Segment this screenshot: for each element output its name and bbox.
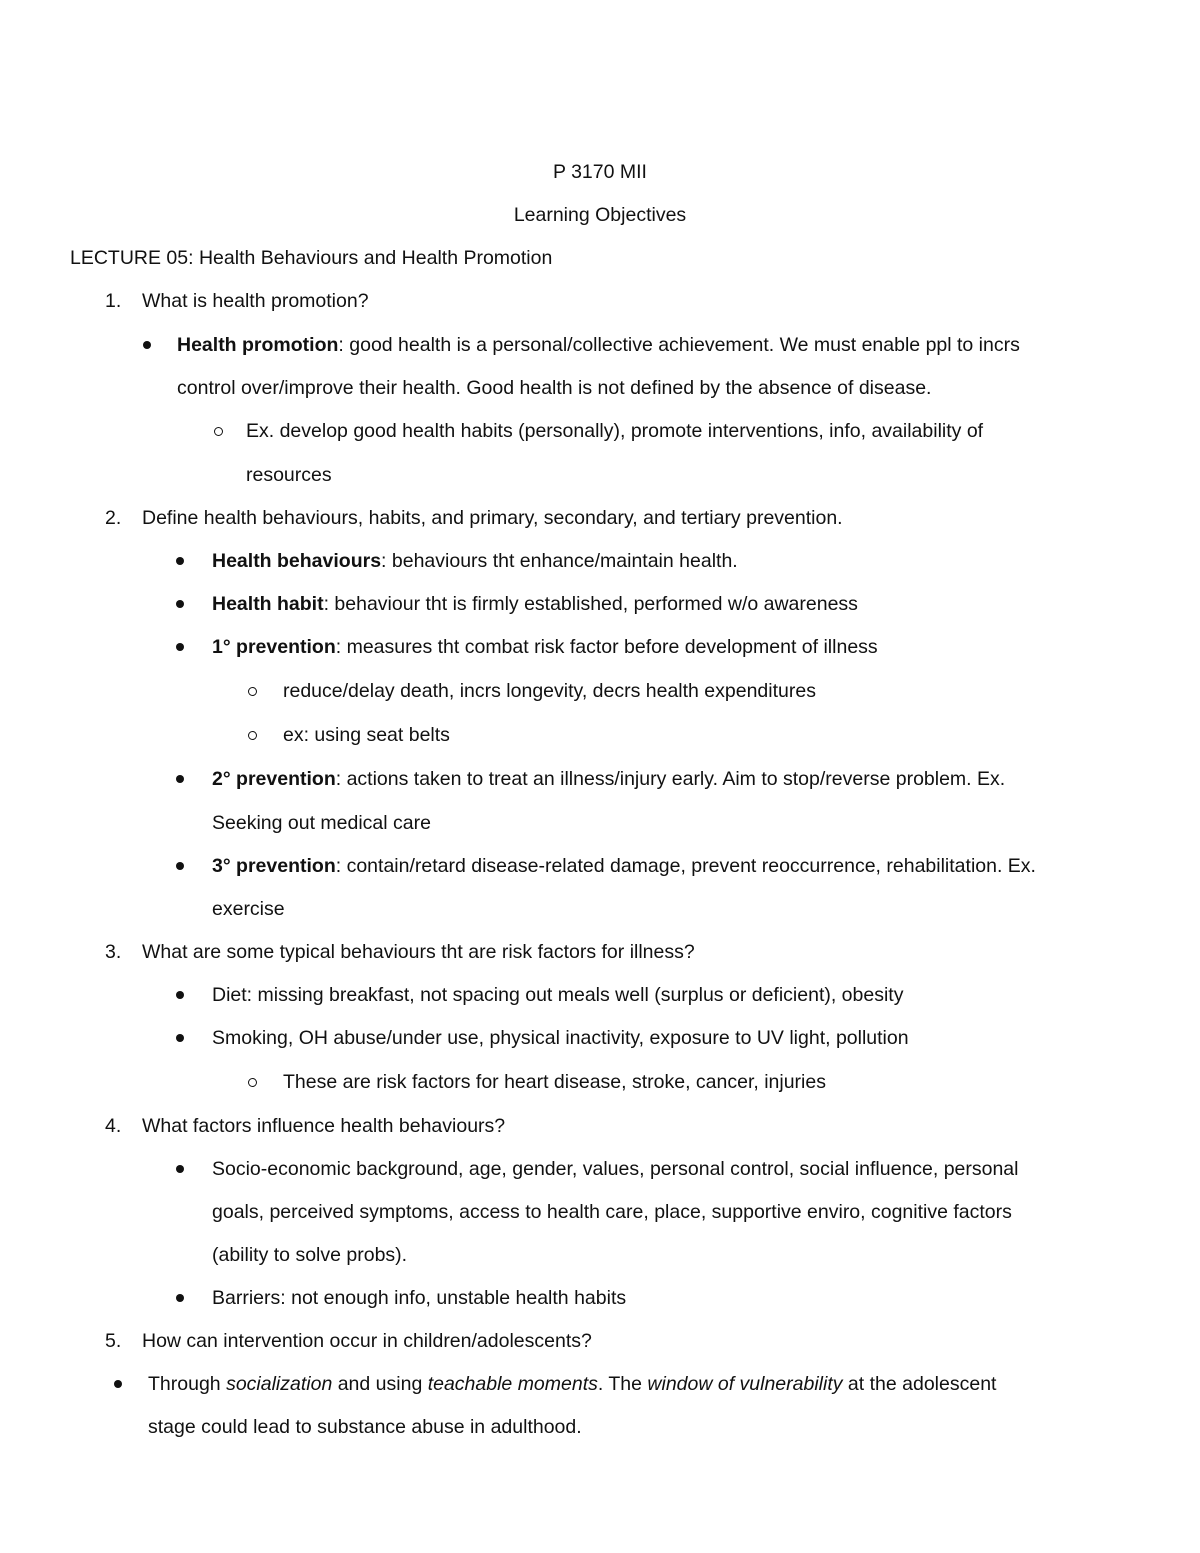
q3-sub-1: These are risk factors for heart disease, stroke, cancer, injuries xyxy=(283,1071,826,1093)
q2-bullet-4-cont: Seeking out medical care xyxy=(212,812,431,834)
lecture-title: LECTURE 05: Health Behaviours and Health Promotion xyxy=(70,247,553,269)
q4-bullet-1: Socio-economic background, age, gender, values, personal control, social influence, personal xyxy=(212,1158,1019,1180)
q3-question: What are some typical behaviours tht are risk factors for illness? xyxy=(142,941,695,963)
q2-sub-2: ex: using seat belts xyxy=(283,724,450,746)
definition: : contain/retard disease-related damage, prevent reoccurrence, rehabilitation. Ex. xyxy=(335,855,1036,877)
q4-number: 4. xyxy=(105,1115,122,1137)
q4-bullet-1-cont-1: goals, perceived symptoms, access to health care, place, supportive enviro, cognitive factors xyxy=(212,1201,1012,1223)
bullet-dot-icon xyxy=(176,1294,184,1302)
text: . The xyxy=(597,1373,648,1395)
q2-bullet-5 xyxy=(212,854,1036,878)
q2-bullet-2 xyxy=(212,592,858,616)
emphasis: window of vulnerability xyxy=(647,1373,843,1395)
bullet-dot-icon xyxy=(143,341,151,349)
q4-bullet-2: Barriers: not enough info, unstable health habits xyxy=(212,1287,627,1309)
text: Through xyxy=(148,1373,227,1395)
sub-bullet-circle-icon xyxy=(214,427,223,436)
page-subtitle: Learning Objectives xyxy=(513,204,687,226)
q2-sub-1: reduce/delay death, incrs longevity, decrs health expenditures xyxy=(283,680,816,702)
bullet-dot-icon xyxy=(176,775,184,783)
definition: : behaviours tht enhance/maintain health. xyxy=(381,550,738,572)
bullet-dot-icon xyxy=(176,1165,184,1173)
q5-number: 5. xyxy=(105,1330,122,1352)
q1-bullet-1-cont: control over/improve their health. Good health is not defined by the absence of disease. xyxy=(177,377,932,399)
q5-question: How can intervention occur in children/adolescents? xyxy=(142,1330,592,1352)
term: Health behaviours xyxy=(212,550,382,572)
bullet-dot-icon xyxy=(176,991,184,999)
q1-bullet-1 xyxy=(177,333,1020,357)
q2-bullet-1 xyxy=(212,549,738,573)
q3-bullet-2: Smoking, OH abuse/under use, physical inactivity, exposure to UV light, pollution xyxy=(212,1027,909,1049)
term: Health habit xyxy=(212,593,324,615)
q5-bullet-1 xyxy=(148,1372,996,1396)
q2-bullet-5-cont: exercise xyxy=(212,898,285,920)
q1-sub-1: Ex. develop good health habits (personally), promote interventions, info, availability of xyxy=(246,420,984,442)
q1-number: 1. xyxy=(105,290,122,312)
sub-bullet-circle-icon xyxy=(248,731,257,740)
text: at the adolescent xyxy=(842,1373,997,1395)
bullet-dot-icon xyxy=(176,862,184,870)
definition: : actions taken to treat an illness/injury early. Aim to stop/reverse problem. Ex. xyxy=(335,768,1006,790)
q4-question: What factors influence health behaviours? xyxy=(142,1115,506,1137)
q1-sub-1-cont: resources xyxy=(246,464,332,486)
term: 3° prevention xyxy=(212,855,336,877)
bullet-dot-icon xyxy=(176,643,184,651)
emphasis: teachable moments xyxy=(427,1373,598,1395)
definition: : measures tht combat risk factor before development of illness xyxy=(335,636,878,658)
term: 2° prevention xyxy=(212,768,336,790)
definition: : behaviour tht is firmly established, performed w/o awareness xyxy=(323,593,858,615)
text: and using xyxy=(332,1373,428,1395)
q2-number: 2. xyxy=(105,507,122,529)
q5-bullet-1-cont: stage could lead to substance abuse in adulthood. xyxy=(148,1416,582,1438)
q1-question: What is health promotion? xyxy=(142,290,369,312)
term: 1° prevention xyxy=(212,636,336,658)
bullet-dot-icon xyxy=(176,557,184,565)
bullet-dot-icon xyxy=(114,1380,122,1388)
course-code: P 3170 MII xyxy=(553,161,647,183)
q4-bullet-1-cont-2: (ability to solve probs). xyxy=(212,1244,408,1266)
definition: : good health is a personal/collective achievement. We must enable ppl to incrs xyxy=(338,334,1020,356)
sub-bullet-circle-icon xyxy=(248,1078,257,1087)
emphasis: socialization xyxy=(226,1373,333,1395)
q2-bullet-4 xyxy=(212,767,1005,791)
q3-number: 3. xyxy=(105,941,122,963)
q3-bullet-1: Diet: missing breakfast, not spacing out meals well (surplus or deficient), obesity xyxy=(212,984,904,1006)
term: Health promotion xyxy=(177,334,339,356)
bullet-dot-icon xyxy=(176,1034,184,1042)
bullet-dot-icon xyxy=(176,600,184,608)
q2-bullet-3 xyxy=(212,635,878,659)
q2-question: Define health behaviours, habits, and primary, secondary, and tertiary prevention. xyxy=(142,507,843,529)
sub-bullet-circle-icon xyxy=(248,687,257,696)
